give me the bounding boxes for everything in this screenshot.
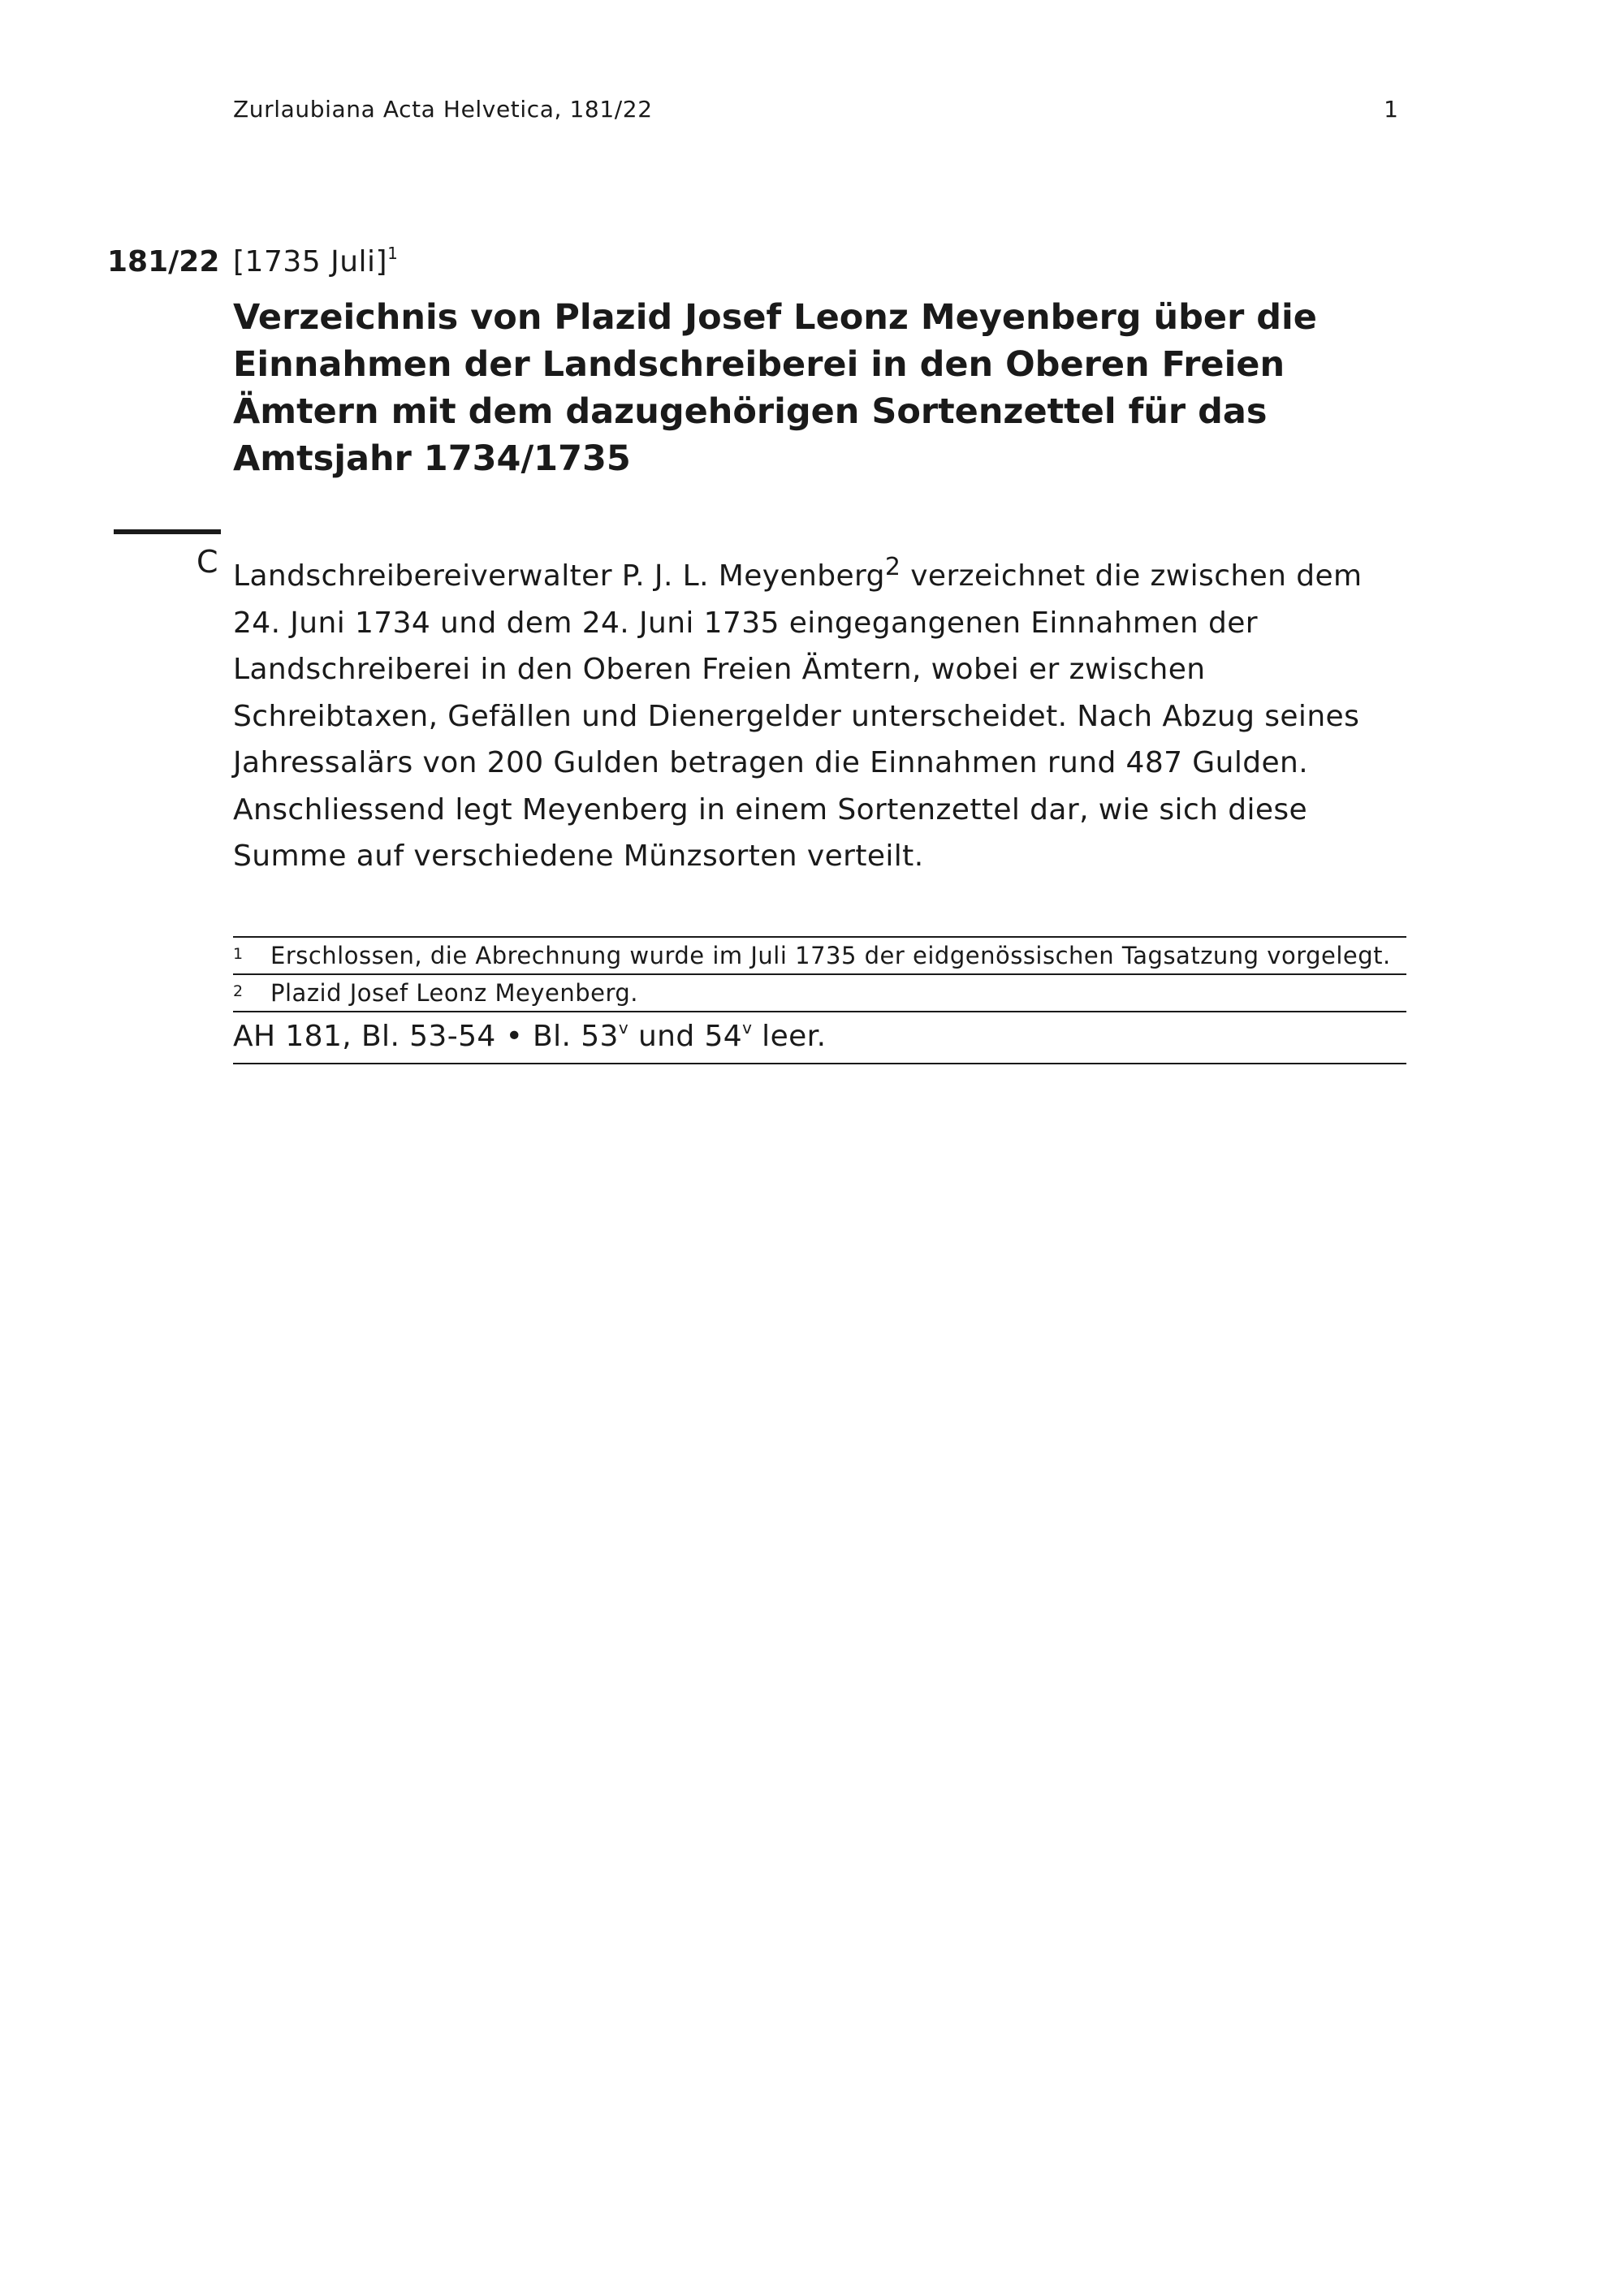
margin-letter: C bbox=[197, 544, 218, 580]
document-date bbox=[233, 245, 398, 278]
footnote-mark: 1 bbox=[233, 945, 244, 963]
source-sup1: v bbox=[618, 1018, 629, 1038]
footnote-1 bbox=[233, 936, 1406, 973]
source-sup2: v bbox=[742, 1018, 753, 1038]
footnote-text: Plazid Josef Leonz Meyenberg. bbox=[270, 979, 638, 1007]
footnotes bbox=[233, 936, 1406, 1064]
margin-rule bbox=[114, 529, 221, 534]
summary-text bbox=[233, 544, 1410, 880]
footnote-ref-2[interactable]: 2 bbox=[884, 553, 901, 581]
summary-text-part1: Landschreibereiverwalter P. J. L. Meyenberg bbox=[233, 559, 885, 593]
summary-text-part2: verzeichnet die zwischen dem 24. Juni 1734 und dem 24. Juni 1735 eingegangenen Einnahmen der Landschreiberei in den Oberen Freien Ämtern, wobei er zwischen Schreibtaxen, Gefällen und Dienergelder unterscheidet. Nach Abzug seines Jahressalärs von 200 Gulden betragen die Einnahmen rund 487 Gulden. bbox=[233, 559, 1363, 779]
document-date-text: [1735 Juli] bbox=[233, 245, 388, 278]
footnote-mark: 2 bbox=[233, 982, 244, 1000]
source-part2: und 54 bbox=[628, 1020, 743, 1053]
source-reference bbox=[233, 1011, 1406, 1064]
footnote-2 bbox=[233, 973, 1406, 1011]
source-part1: AH 181, Bl. 53-54 • Bl. 53 bbox=[233, 1020, 619, 1053]
summary-text-part3: Anschliessend legt Meyenberg in einem Sortenzettel dar, wie sich diese Summe auf verschiedene Münzsorten verteilt. bbox=[233, 792, 1308, 873]
document-title: Verzeichnis von Plazid Josef Leonz Meyenberg über die Einnahmen der Landschreiberei in den Oberen Freien Ämtern mit dem dazugehörigen Sortenzettel für das Amtsjahr 1734/1735 bbox=[233, 297, 1317, 479]
footnote-ref-1[interactable]: 1 bbox=[387, 244, 399, 263]
document-number: 181/22 bbox=[107, 245, 220, 278]
running-head: Zurlaubiana Acta Helvetica, 181/22 bbox=[233, 96, 653, 123]
page-number: 1 bbox=[1384, 96, 1398, 123]
source-part3: leer. bbox=[752, 1020, 827, 1053]
footnote-text: Erschlossen, die Abrechnung wurde im Juli 1735 der eidgenössischen Tagsatzung vorgelegt. bbox=[270, 942, 1391, 969]
